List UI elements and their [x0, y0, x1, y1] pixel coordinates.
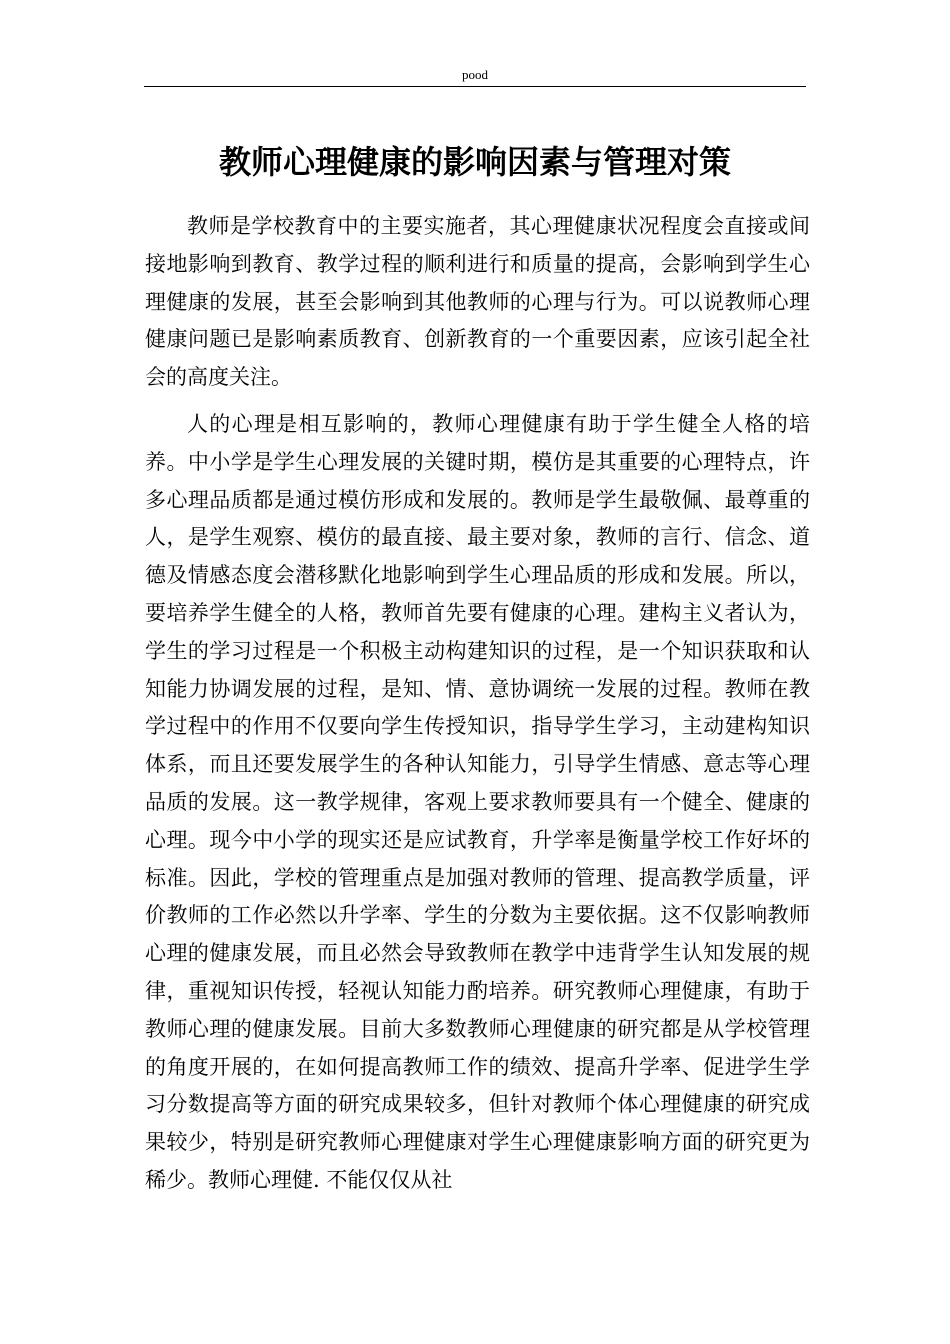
header-text: pood: [462, 67, 488, 82]
document-title: 教师心理健康的影响因素与管理对策: [218, 143, 731, 181]
page-header: [144, 66, 806, 87]
body-paragraph-1: 教师是学校教育中的主要实施者，其心理健康状况程度会直接或间接地影响到教育、教学过程的顺利进行和质量的提高，会影响到学生心理健康的发展，甚至会影响到其他教师的心理与行为。可以说教师心理健康问题已是影响素质教育、创新教育的一个重要因素，应该引起全社会的高度关注。: [145, 214, 810, 390]
body-paragraph-2: 人的心理是相互影响的，教师心理健康有助于学生健全人格的培养。中小学是学生心理发展的关键时期，模仿是其重要的心理特点，许多心理品质都是通过模仿形成和发展的。教师是学生最敬佩、最尊重的人，是学生观察、模仿的最直接、最主要对象，教师的言行、信念、道德及情感态度会潜移默化地影响到学生心理品质的形成和发展。所以，要培养学生健全的人格，教师首先要有健康的心理。建构主义者认为，学生的学习过程是一个积极主动构建知识的过程，是一个知识获取和认知能力协调发展的过程，是知、情、意协调统一发展的过程。教师在教学过程中的作用不仅要向学生传授知识，指导学生学习，主动建构知识体系，而且还要发展学生的各种认知能力，引导学生情感、意志等心理品质的发展。这一教学规律，客观上要求教师要具有一个健全、健康的心理。现今中小学的现实还是应试教育，升学率是衡量学校工作好坏的标准。因此，学校的管理重点是加强对教师的管理、提高教学质量，评价教师的工作必然以升学率、学生的分数为主要依据。这不仅影响教师心理的健康发展，而且必然会导致教师在教学中违背学生认知发展的规律，重视知识传授，轻视认知能力酌培养。研究教师心理健康，有助于教师心理的健康发展。目前大多数教师心理健康的研究都是从学校管理的角度开展的，在如何提高教师工作的绩效、提高升学率、促进学生学习分数提高等方面的研究成果较多，但针对教师个体心理健康的研究成果较少，特别是研究教师心理健康对学生心理健康影响方面的研究更为稀少。教师心理健. 不能仅仅从社: [145, 412, 810, 1192]
